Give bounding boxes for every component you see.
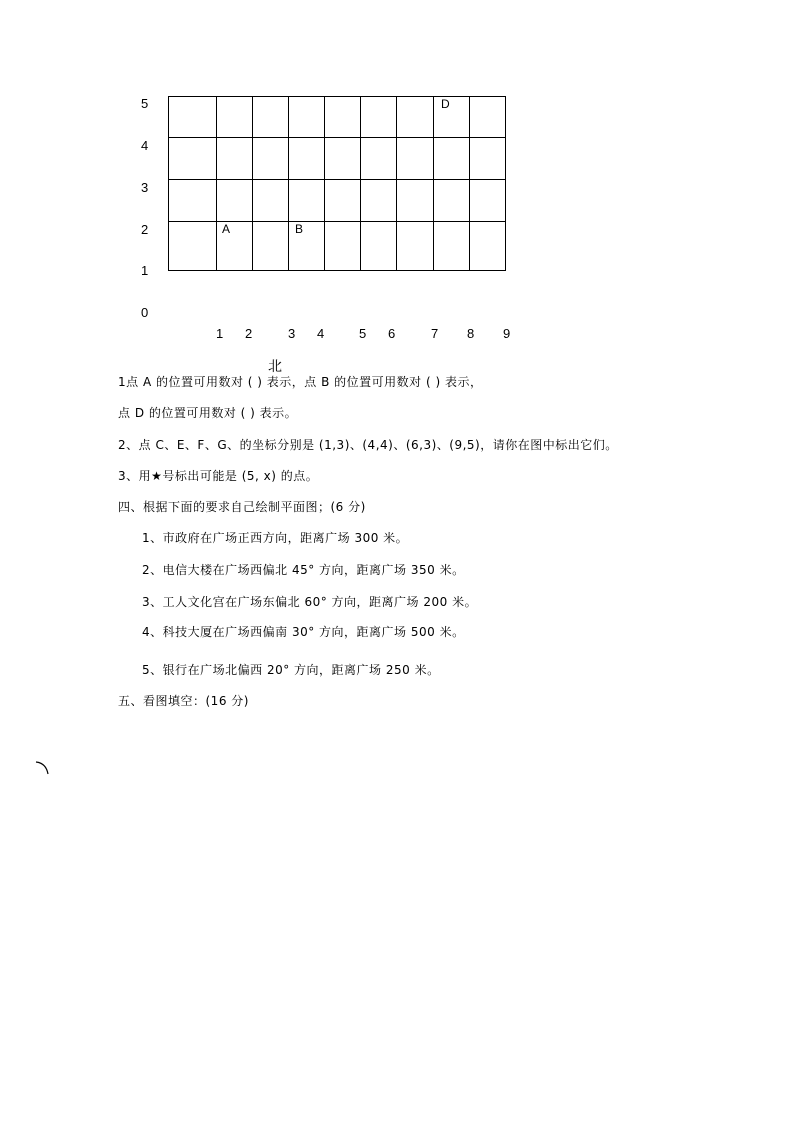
section-4-item-2: 2、电信大楼在广场西偏北 45° 方向，距离广场 350 米。 bbox=[142, 563, 465, 577]
y-label-0: 0 bbox=[141, 305, 149, 320]
section-4-item-4: 4、科技大厦在广场西偏南 30° 方向，距离广场 500 米。 bbox=[142, 625, 465, 639]
coordinate-grid bbox=[168, 96, 508, 272]
section-4-item-1: 1、市政府在广场正西方向，距离广场 300 米。 bbox=[142, 531, 409, 545]
section-5-heading: 五、看图填空：(16 分) bbox=[118, 694, 249, 708]
x-label-9: 9 bbox=[503, 326, 511, 341]
x-label-6: 6 bbox=[388, 326, 396, 341]
x-label-2: 2 bbox=[245, 326, 253, 341]
section-4-item-3: 3、工人文化宫在广场东偏北 60° 方向，距离广场 200 米。 bbox=[142, 595, 478, 609]
section-4-item-5: 5、银行在广场北偏西 20° 方向，距离广场 250 米。 bbox=[142, 663, 440, 677]
north-label: 北 bbox=[268, 359, 282, 375]
question-1-line-1: 1点 A 的位置可用数对 ( ) 表示，点 B 的位置可用数对 ( ) 表示， bbox=[118, 375, 483, 389]
point-d-label: D bbox=[441, 97, 450, 111]
point-b-label: B bbox=[295, 222, 304, 236]
y-label-1: 1 bbox=[141, 263, 149, 278]
x-label-4: 4 bbox=[317, 326, 325, 341]
question-1-line-2: 点 D 的位置可用数对 ( ) 表示。 bbox=[118, 406, 298, 420]
point-a-label: A bbox=[222, 222, 231, 236]
question-2: 2、点 C、E、F、G、的坐标分别是 (1,3)、(4,4)、(6,3)、(9,5)，请你在图中标出它们。 bbox=[118, 438, 618, 452]
x-label-5: 5 bbox=[359, 326, 367, 341]
question-3: 3、用★号标出可能是 (5, x) 的点。 bbox=[118, 469, 319, 483]
y-label-5: 5 bbox=[141, 96, 149, 111]
x-label-3: 3 bbox=[288, 326, 296, 341]
y-label-2: 2 bbox=[141, 222, 149, 237]
section-4-heading: 四、根据下面的要求自己绘制平面图；(6 分) bbox=[118, 500, 366, 514]
curve-mark bbox=[34, 760, 52, 778]
x-label-8: 8 bbox=[467, 326, 475, 341]
x-label-7: 7 bbox=[431, 326, 439, 341]
y-label-4: 4 bbox=[141, 138, 149, 153]
y-label-3: 3 bbox=[141, 180, 149, 195]
x-label-1: 1 bbox=[216, 326, 224, 341]
